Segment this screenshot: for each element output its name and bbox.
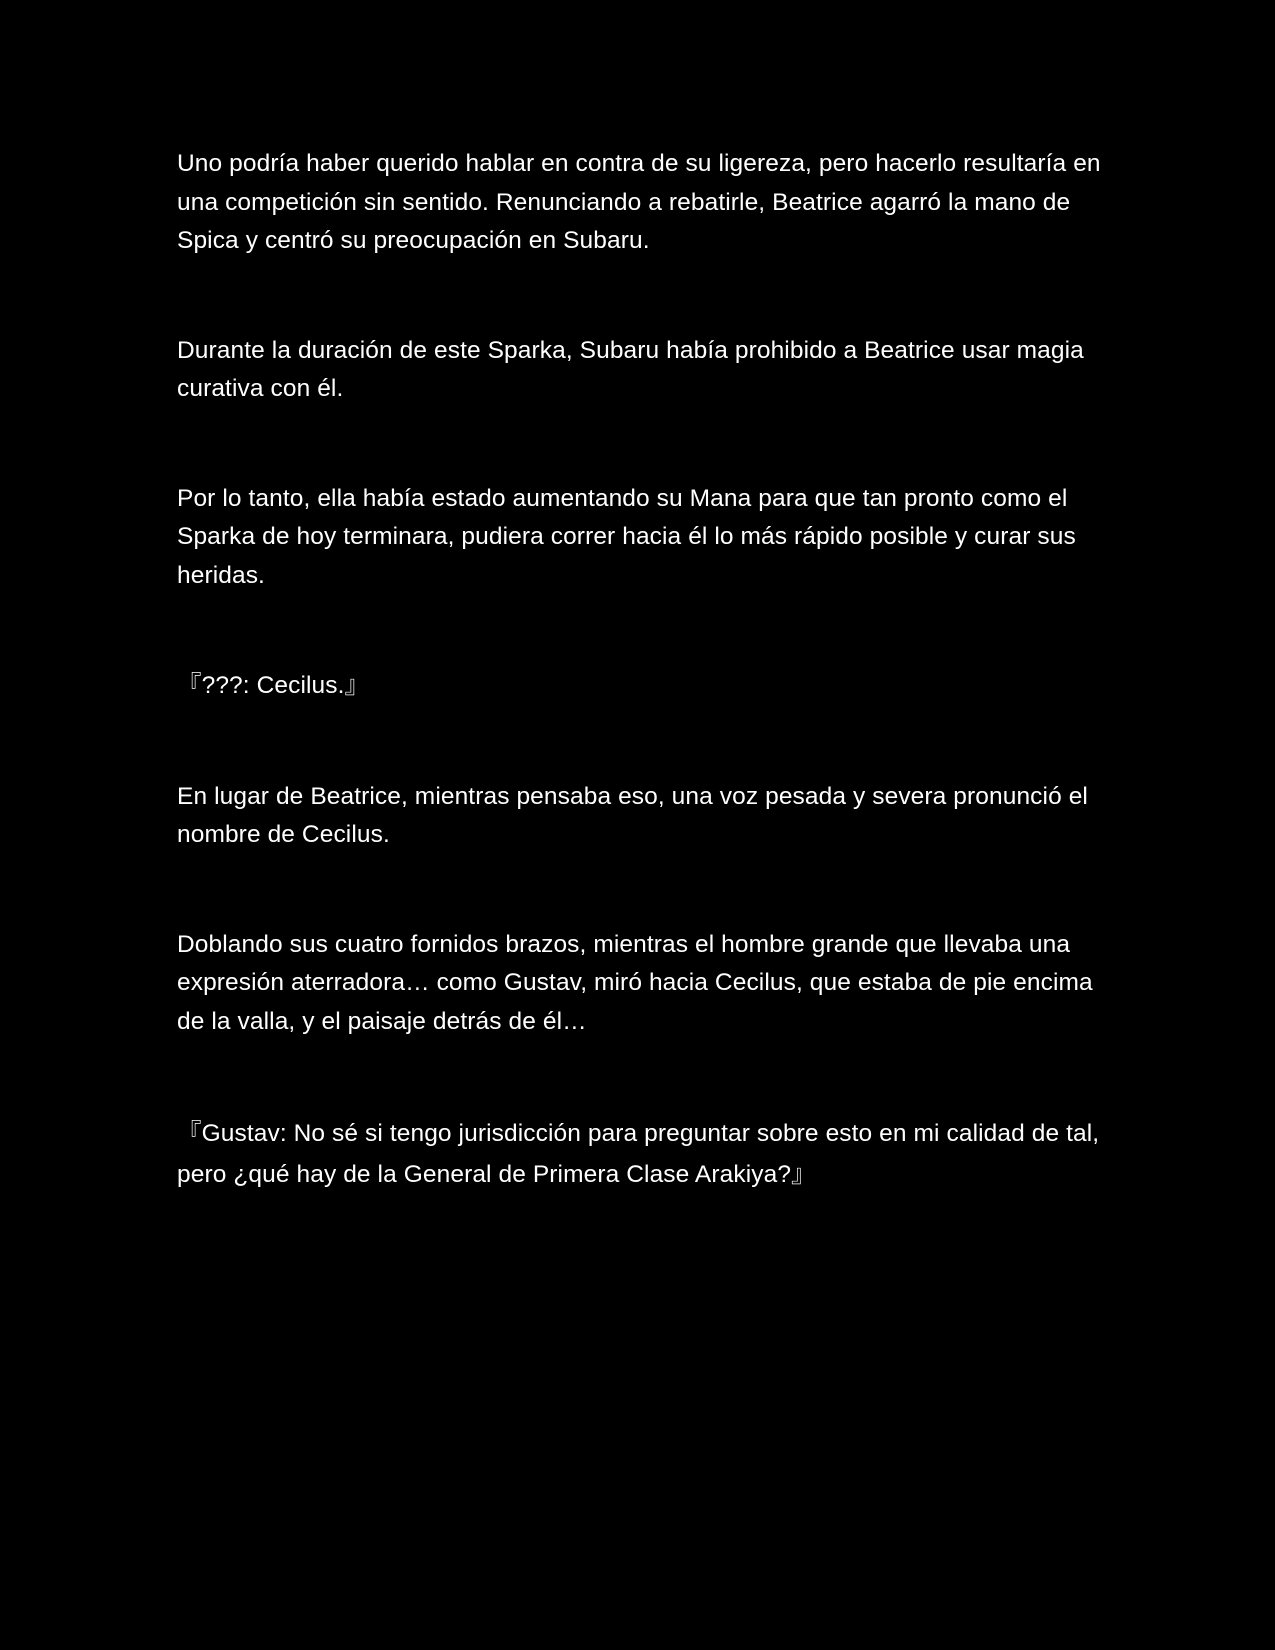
paragraph: Durante la duración de este Sparka, Subaru había prohibido a Beatrice usar magia curativa con él. bbox=[177, 336, 1084, 402]
paragraph: En lugar de Beatrice, mientras pensaba eso, una voz pesada y severa pronunció el nombre de Cecilus. bbox=[177, 782, 1088, 848]
paragraph: Uno podría haber querido hablar en contra de su ligereza, pero hacerlo resultaría en una competición sin sentido. Renunciando a rebatirle, Beatrice agarró la mano de Spica y centró su preocupación en Subaru. bbox=[177, 150, 1101, 254]
text-body bbox=[177, 145, 1107, 1195]
paragraph: Doblando sus cuatro fornidos brazos, mientras el hombre grande que llevaba una expresión aterradora… como Gustav, miró hacia Cecilus, que estaba de pie encima de la valla, y el paisaje detrás de él… bbox=[177, 930, 1093, 1035]
paragraph: Por lo tanto, ella había estado aumentando su Mana para que tan pronto como el Sparka de hoy terminara, pudiera correr hacia él lo más rápido posible y curar sus heridas. bbox=[177, 484, 1076, 589]
dialogue-line: 『???: Cecilus.』 bbox=[177, 672, 370, 699]
dialogue-line: 『Gustav: No sé si tengo jurisdicción para preguntar sobre esto en mi calidad de tal, pero ¿qué hay de la General de Primera Clase Arakiya?』 bbox=[177, 1120, 1100, 1188]
